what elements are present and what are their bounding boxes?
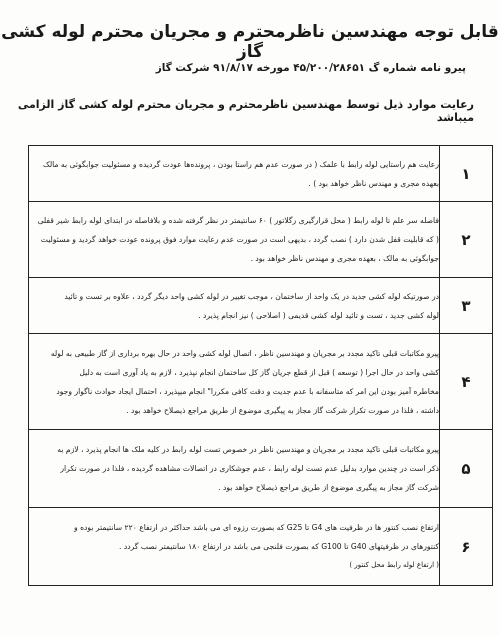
reference-line: پیرو نامه شماره گ ۴۵/۲۰۰/۲۸۶۵۱ مورخه ۹۱/۸/۱۷ شرکت گاز — [155, 62, 466, 74]
table-row — [29, 278, 493, 334]
page-title: قابل توجه مهندسین ناظرمحترم و مجریان محترم لوله کشی گاز — [1, 22, 499, 62]
table-row — [29, 146, 493, 202]
row-number: ۶ — [440, 508, 493, 586]
page-subtitle: رعایت موارد ذیل توسط مهندسین ناظرمحترم و مجریان محترم لوله کشی گاز الزامی میباشد — [17, 98, 474, 124]
row-number: ۳ — [440, 278, 493, 334]
row-text-line: ( که قابلیت قفل شدن دارد ) نصب گردد ، بدیهی است در صورت عدم رعایت موارد فوق پرونده عودت خواهد گردید و مسئولیت — [40, 235, 439, 244]
row-text — [29, 508, 440, 586]
row-number: ۴ — [440, 334, 493, 430]
table-row — [29, 508, 493, 586]
row-text — [29, 202, 440, 278]
row-text-line: ( ارتفاع لوله رابط محل کنتور ) — [349, 561, 439, 569]
row-text-line: جوابگوئی به مالک ، بعهده مجری و مهندس ناظر خواهد بود . — [250, 254, 439, 263]
row-number: ۵ — [440, 430, 493, 508]
row-number: ۱ — [440, 146, 493, 202]
row-text-line: بعهده مجری و مهندس ناظر خواهد بود ) . — [308, 178, 439, 188]
row-text-line: کنتورهای در ظرفیتهای G40 تا G100 که بصورت فلنجی می باشد در ارتفاع ۱۸۰ سانتیمتر نصب گردد . — [119, 542, 439, 551]
row-text — [29, 334, 440, 430]
row-number: ۲ — [440, 202, 493, 278]
row-text — [29, 278, 440, 334]
row-text-line: فاصله سر علم تا لوله رابط ( محل قرارگیری رگلاتور ) ۶۰ سانتیمتر در نظر گرفته شده و بلافاصله در ابتدای لوله رابط شیر قفلی — [37, 216, 439, 225]
row-text-line: مخاطره آمیز بودن این امر که متاسفانه با عدم جدیت و دقت کافی مکررا" انجام میپذیرد ، احتمال ایجاد حوادث ناگوار وجود — [56, 386, 439, 396]
row-text-line: شرکت گاز مجاز به پیگیری موضوع از طریق مراجع ذیصلاح خواهد بود . — [218, 483, 439, 492]
row-text-line: پیرو مکاتبات قبلی تاکید مجدد بر مجریان و مهندسین ناظر در خصوص تست لوله رابط در کلیه ملک ها انجام پذیرد ، لازم به — [57, 445, 439, 454]
row-text-line: ارتفاع نصب کنتور ها در ظرفیت های G4 تا G25 که بصورت رزوه ای می باشد حداکثر در ارتفاع ۲۲۰ سانتیمتر بوده و — [73, 523, 439, 532]
table-row — [29, 202, 493, 278]
row-text-line: در صورتیکه لوله کشی جدید در یک واحد از ساختمان ، موجب تغییر در لوله کشی واحد دیگر گردد ، علاوه بر تست و تائید — [64, 291, 439, 301]
row-text — [29, 430, 440, 508]
table-row — [29, 430, 493, 508]
row-text-line: ذکر است در چندین موارد بدلیل عدم تست لوله رابط ، عدم جوشکاری در اتصالات مشاهده گردیده ، فلذا در صورت تکرار — [60, 464, 439, 473]
row-text-line: داشته ، فلذا در صورت تکرار شرکت گاز مجاز به پیگیری موضوع از طریق مراجع ذیصلاح خواهد بود . — [126, 405, 439, 415]
row-text-line: لوله کشی جدید ، تست و تائید لوله کشی قدیمی ( اصلاحی ) نیز انجام پذیرد . — [198, 310, 439, 320]
row-text-line: رعایت هم راستایی لوله رابط با علمک ( در صورت عدم هم راستا بودن ، پرونده‌ها عودت گردیده و مسئولیت جوابگوئی به مالک — [43, 159, 439, 169]
row-text-line: کشی واحد در حال اجرا ( توسعه ) قبل از قطع جریان گاز کل ساختمان انجام نپذیرد ، لازم به یاد آوری است به دلیل — [79, 367, 439, 377]
row-text-line: پیرو مکاتبات قبلی تاکید مجدد بر مجریان و مهندسین ناظر ، اتصال لوله کشی واحد در حال بهره برداری از گاز طبیعی به لوله — [50, 348, 439, 358]
table-row — [29, 334, 493, 430]
requirements-table — [28, 145, 493, 586]
row-text — [29, 146, 440, 202]
